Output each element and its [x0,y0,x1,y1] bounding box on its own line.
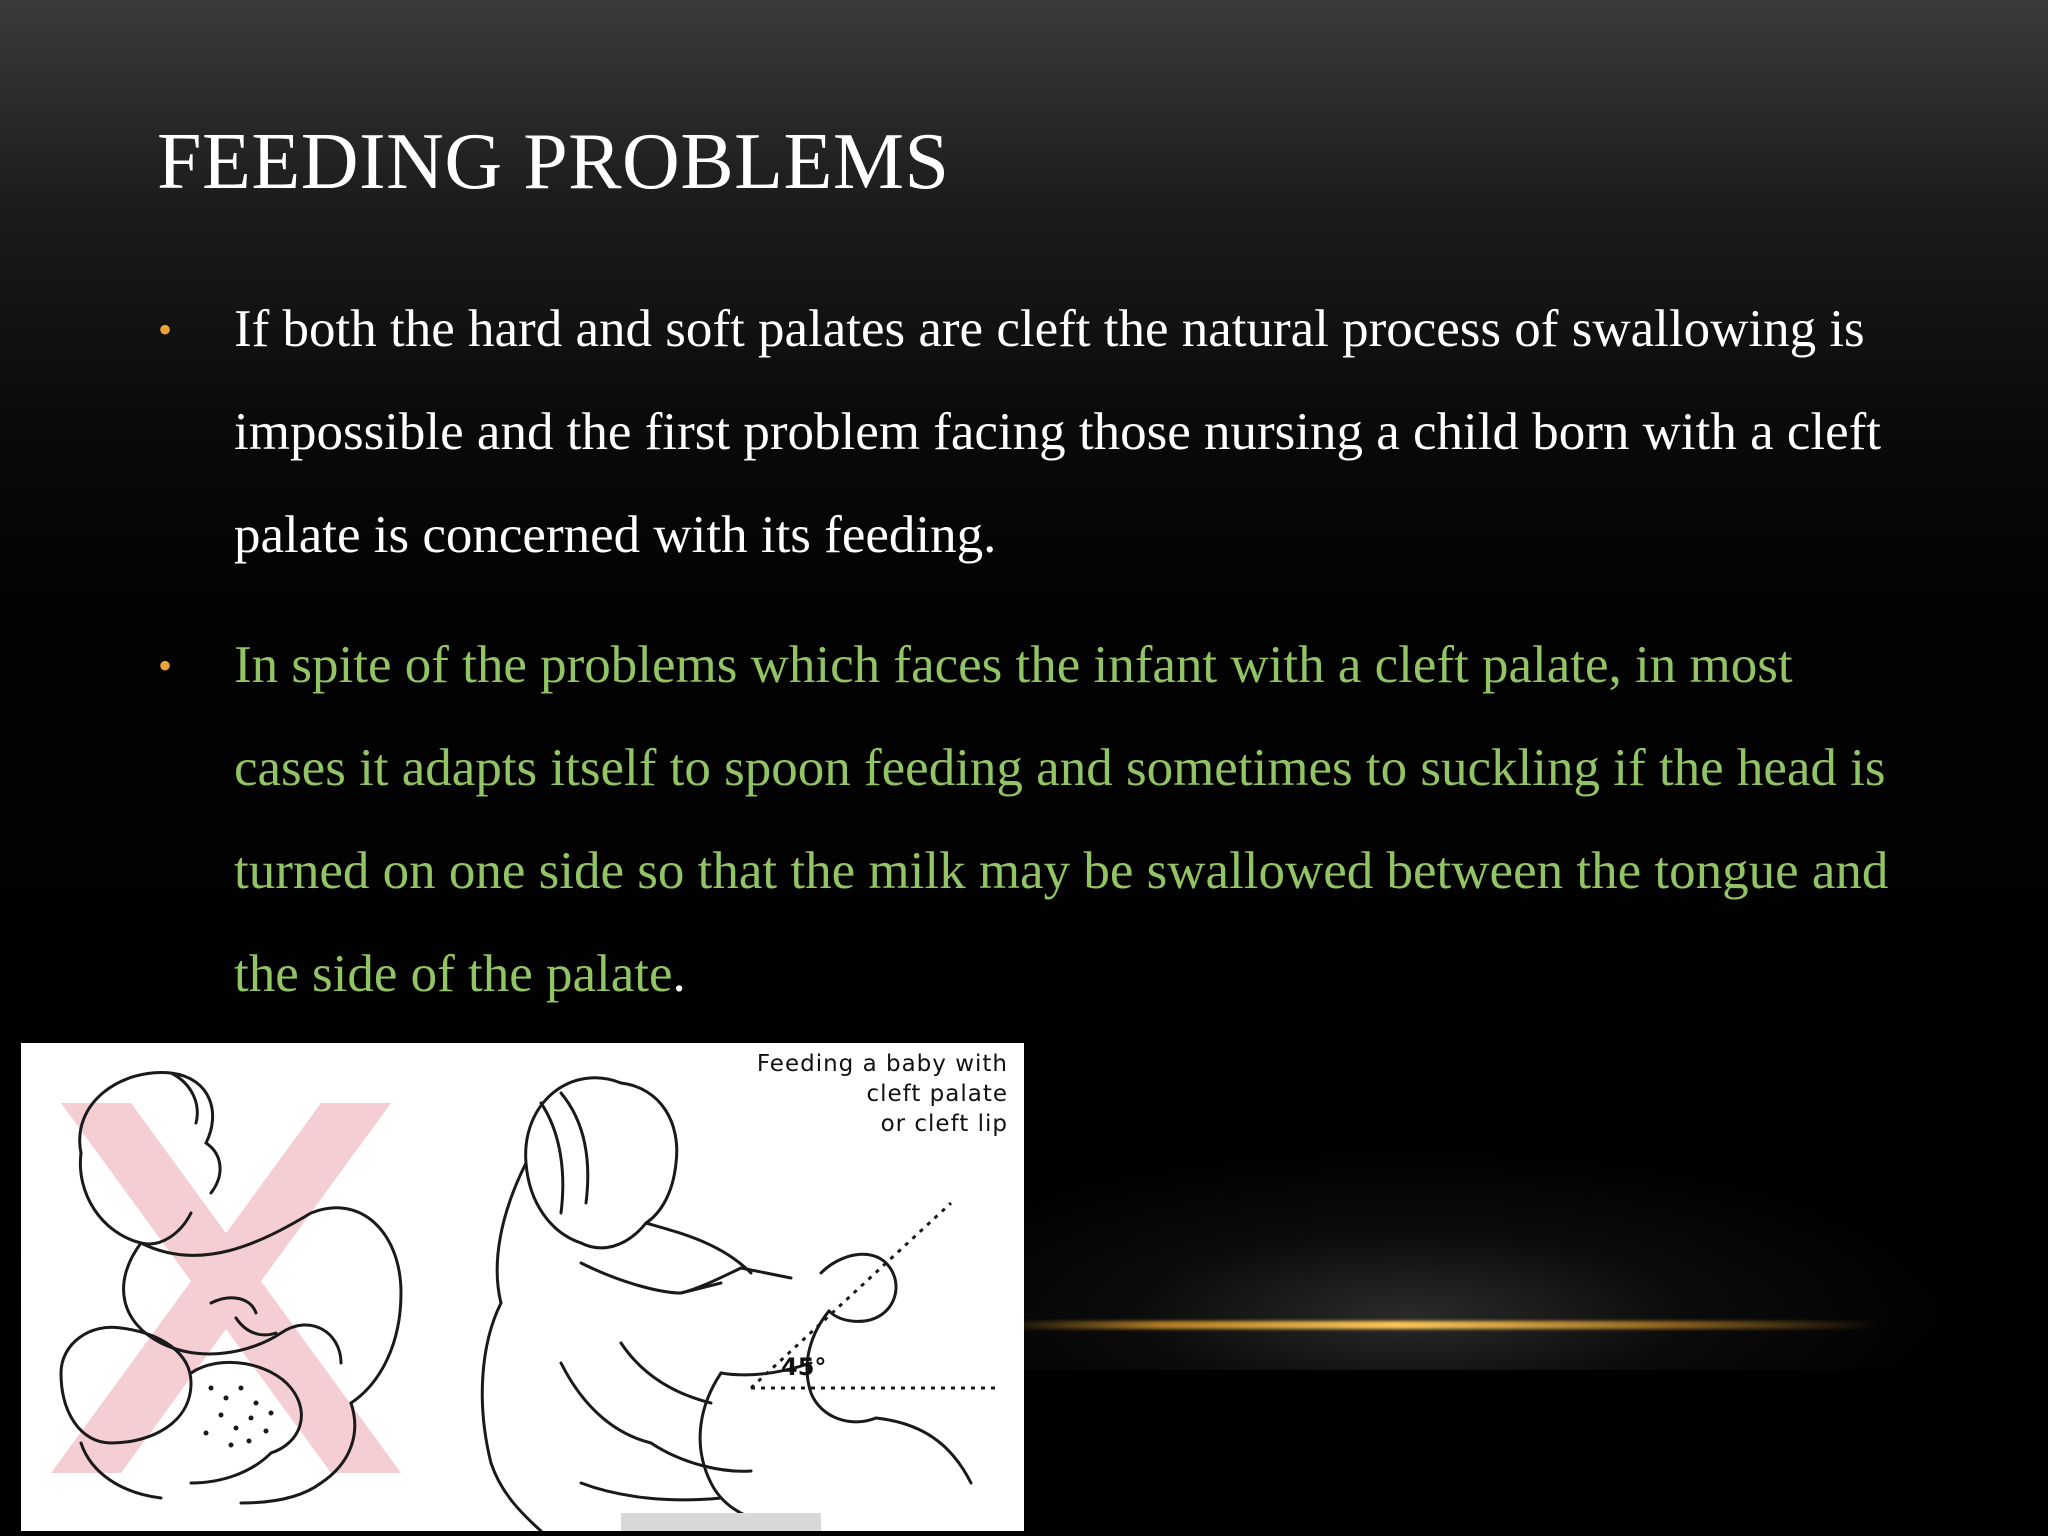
bullet-text-2: In spite of the problems which faces the infant with a cleft palate, in most cases it adapts itself to spoon feeding and sometimes to suckling if the head is turned on one side so that the milk may be swallowed between the tongue and the side of the palate [234,636,1889,1003]
bullet-item-1 [150,278,1910,587]
bullet-text-2-tail: . [672,945,686,1003]
caption-line-3: or cleft lip [880,1111,1008,1137]
correct-position-drawing [482,1078,971,1531]
bullet-dot-icon: • [158,307,173,352]
caption-line-1: Feeding a baby with [756,1051,1008,1077]
decorative-light-streak [1000,1321,1880,1329]
illustration-caption [757,1049,1008,1139]
bullet-dot-icon: • [158,643,173,688]
apron-shape [621,1513,821,1531]
bullet-item-2 [150,614,1910,1026]
bullet-text-1: If both the hard and soft palates are cleft the natural process of swallowing is impossible and the first problem facing those nursing a child born with a cleft palate is concerned with its feeding. [234,300,1882,564]
wrong-method-cross-icon [51,1103,401,1473]
angle-label: 45° [781,1353,827,1381]
decorative-glow [960,1150,1960,1370]
bullet-list [150,278,1910,1053]
caption-line-2: cleft palate [866,1081,1008,1107]
feeding-illustration [21,1043,1024,1531]
blanket-dots [204,1386,274,1448]
slide-title: FEEDING PROBLEMS [157,118,950,206]
